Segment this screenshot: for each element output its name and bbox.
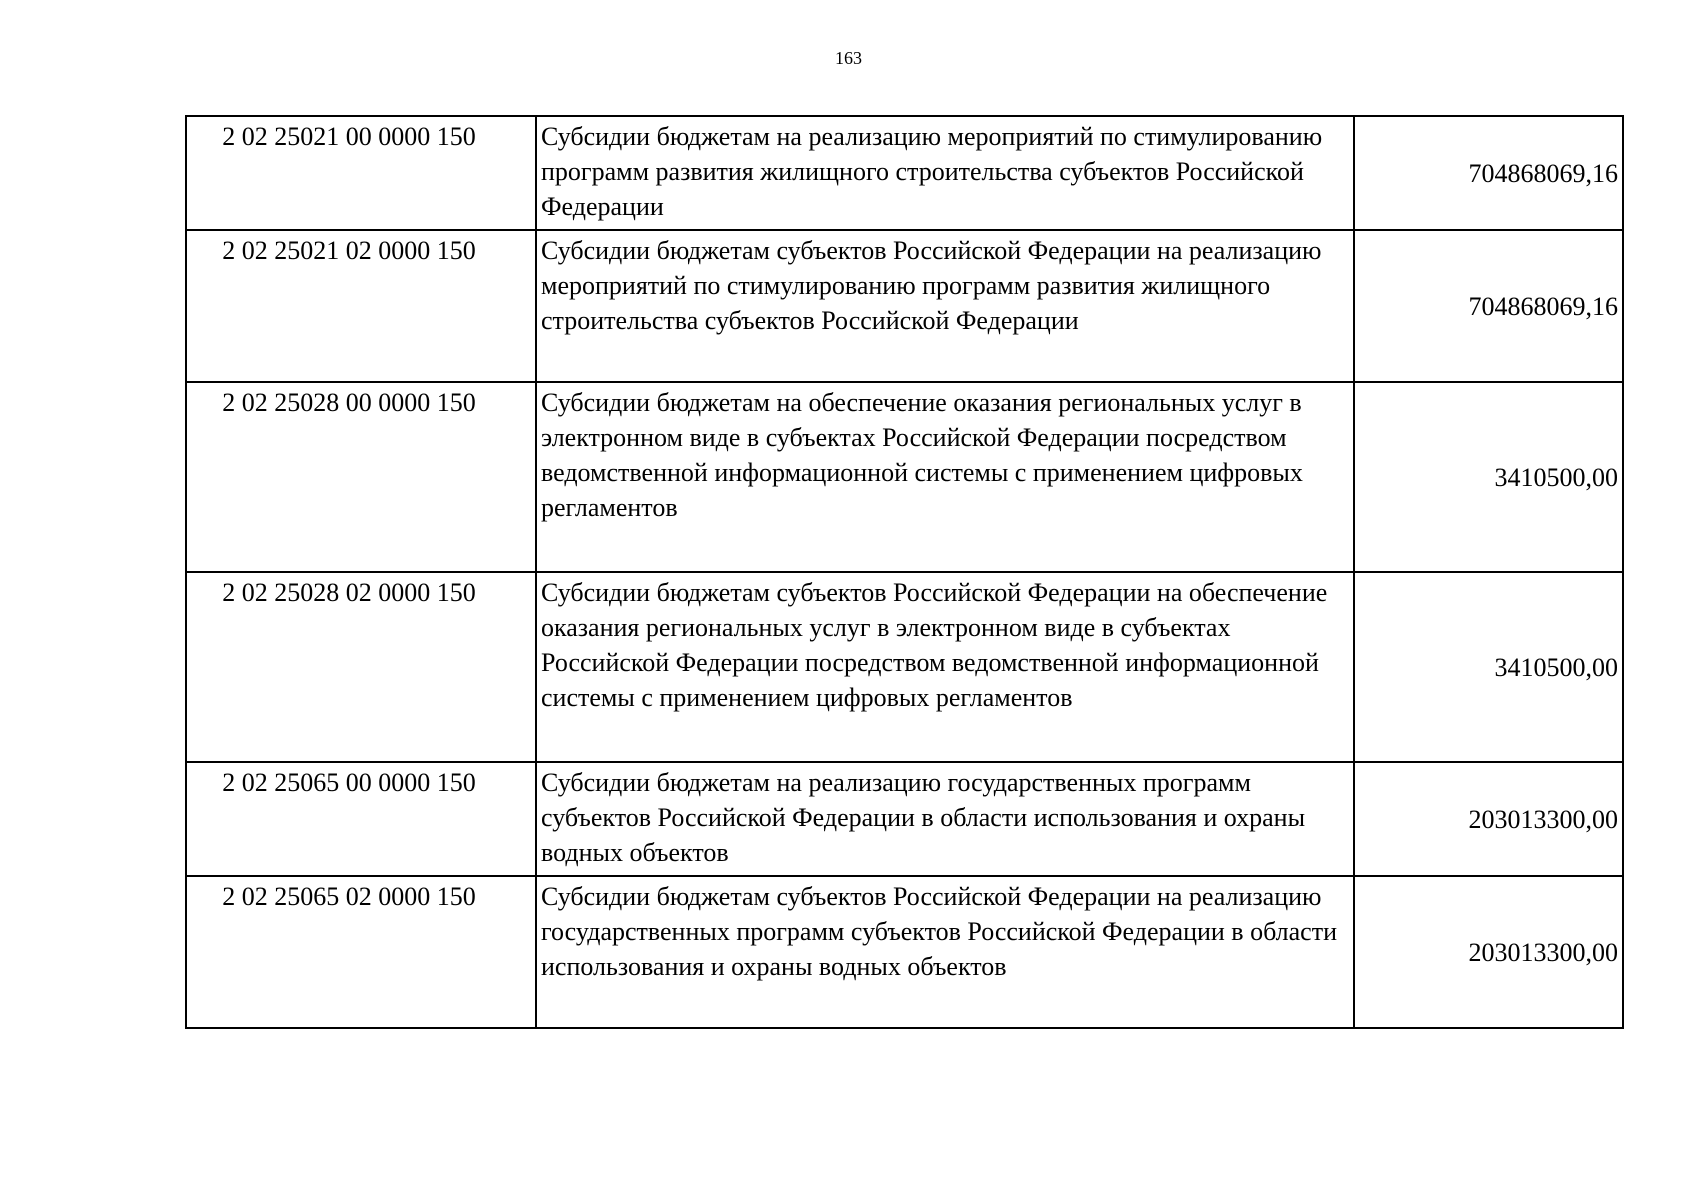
budget-code-cell: 2 02 25065 02 0000 150 xyxy=(186,876,536,1028)
budget-code-cell: 2 02 25028 02 0000 150 xyxy=(186,572,536,762)
amount-cell: 3410500,00 xyxy=(1354,572,1623,762)
amount-cell: 704868069,16 xyxy=(1354,230,1623,382)
table-row xyxy=(186,572,1623,762)
amount-cell: 203013300,00 xyxy=(1354,762,1623,876)
table-row xyxy=(186,876,1623,1028)
table-row xyxy=(186,230,1623,382)
table-row xyxy=(186,382,1623,572)
amount-cell: 704868069,16 xyxy=(1354,116,1623,230)
description-cell: Субсидии бюджетам субъектов Российской Федерации на реализацию государственных программ субъектов Российской Федерации в области использования и охраны водных объектов xyxy=(536,876,1354,1028)
description-cell: Субсидии бюджетам субъектов Российской Федерации на обеспечение оказания региональных услуг в электронном виде в субъектах Российской Федерации посредством ведомственной информационной системы с применением цифровых регламентов xyxy=(536,572,1354,762)
description-cell: Субсидии бюджетам на реализацию государственных программ субъектов Российской Федерации в области использования и охраны водных объектов xyxy=(536,762,1354,876)
budget-code-cell: 2 02 25028 00 0000 150 xyxy=(186,382,536,572)
budget-revenue-table xyxy=(185,115,1624,1029)
budget-code-cell: 2 02 25021 02 0000 150 xyxy=(186,230,536,382)
page-number: 163 xyxy=(835,48,862,68)
budget-code-cell: 2 02 25065 00 0000 150 xyxy=(186,762,536,876)
amount-cell: 203013300,00 xyxy=(1354,876,1623,1028)
table-row xyxy=(186,762,1623,876)
description-cell: Субсидии бюджетам на реализацию мероприятий по стимулированию программ развития жилищного строительства субъектов Российской Федерации xyxy=(536,116,1354,230)
budget-code-cell: 2 02 25021 00 0000 150 xyxy=(186,116,536,230)
amount-cell: 3410500,00 xyxy=(1354,382,1623,572)
description-cell: Субсидии бюджетам субъектов Российской Федерации на реализацию мероприятий по стимулированию программ развития жилищного строительства субъектов Российской Федерации xyxy=(536,230,1354,382)
table-row xyxy=(186,116,1623,230)
description-cell: Субсидии бюджетам на обеспечение оказания региональных услуг в электронном виде в субъектах Российской Федерации посредством ведомственной информационной системы с применением цифровых регламентов xyxy=(536,382,1354,572)
